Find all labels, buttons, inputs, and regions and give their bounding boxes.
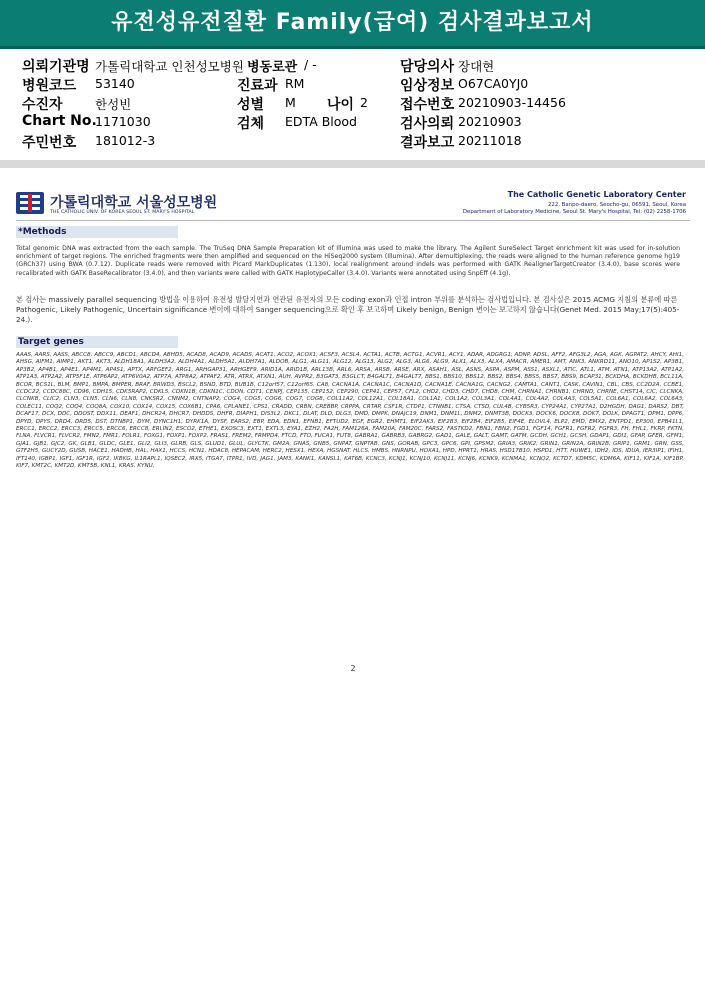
- target-genes-list: AAAS, AARS, AASS, ABCC8, ABCC9, ABCD1, ABCD4, ABHD5, ACAD8, ACAD9, ACADS, ACAT1, ACO2, ACOX1, ACSF3, ACSL4, ACTA1, ACTB, ACTG1, ACVR1, ACY1, ADAR, ADGRG1, ADNP, ADSL, AFF2, AFG3L2, AGA, AGK, AGPAT2, AHCY, AHI1, AHSG, AIFM1, AIMP1, AKT1, AKT3, ALDH18A1, ALDH3A2, ALDH4A1, ALDH5A1, ALDH7A1, ALDOB, ALG1, ALG11, ALG12, ALG13, ALG2, ALG3, ALG6, ALG9, ALX1, ALX3, ALX4, AMACR, AMER1, AMT, ANK3, ANKRD11, ANO10, AP1S2, AP3B1, AP3B2, AP4B1, AP4E1, AP4M1, AP4S1, APTX, ARFGEF2, ARG1, ARHGAP31, ARHGEF9, ARID1A, ARID1B, ARL13B, ARL6, ARSA, ARSB, ARSE, ARX, ASAH1, ASL, ASNS, ASPA, ASPM, ASS1, ASXL1, ATIC, ATL1, ATM, ATN1, ATP13A2, ATP1A2, ATP1A3, ATP2A2, ATP5F1E, ATP6AP2, ATP6V0A2, ATP7A, ATP8A2, ATPAF2, ATR, ATRX, ATXN1, AUH, AVPR2, B3GAT3, B3GLCT, B4GALT1, B4GALT7, BBS1, BBS10, BBS12, BBS2, BBS4, BBS5, BBS7, BBS9, BCAP31, BCKDHA, BCKDHB, BCL11A, BCOR, BCS1L, BLM, BMP1, BMPA, BMPER, BRAF, BRWD3, BSCL2, BSND, BTD, BUB1B, C12orf57, C12orf65, CA8, CACNA1A, CACNA1C, CACNA1D, CACNA1E, CACNA1G, CACNG2, CAMTA1, CANT1, CASK, CAVIN1, CBL, CBS, CC2D2A, CCBE1, CCDC22, CCDC88C, CD96, CDH15, CDK5RAP2, CDKL5, CDKN1B, CDKN1C, CDON, CDT1, CENPJ, CEP135, CEP152, CEP290, CEP41, CEP57, CFL2, CHD2, CHD3, CHD7, CHD8, CHM, CHRNA1, CHRNB1, CHRND, CHRNE, CHST14, CIC, CLCNKA, CLCNKB, CLIC2, CLN3, CLN5, CLN6, CLN8, CNKSR2, CNNM2, CNTNAP2, COG4, COG5, COG6, COG7, COG8, COL11A2, COL12A1, COL18A1, COL1A1, COL1A2, COL3A1, COL4A1, COL4A2, COL4A3, COL5A1, COL6A1, COL6A2, COL6A3, COLEC11, COQ2, COQ4, COQ8A, COX10, COX14, COX15, COX6B1, CPA6, CPLANE1, CPS1, CRADD, CRBN, CREBBP, CRPPA, CRTAP, CSF1R, CTDP1, CTNNB1, CTSA, CTSD, CUL4B, CYB5R3, CYP24A1, CYP27A1, D2HGDH, DAG1, DARS2, DBT, DCAF17, DCX, DDC, DDOST, DDX11, DEAF1, DHCR24, DHCR7, DHDDS, DHFR, DIAPH1, DIS3L2, DKC1, DLAT, DLD, DLG3, DMD, DMPK, DNAJC19, DNM1, DNM1L, DNM2, DNMT3B, DOCK3, DOCK6, DOCK8, DOK7, DOLK, DPAGT1, DPM1, DPP6, DPYD, DPYS, DRD4, DRD5, DST, DTNBP1, DYM, DYNC1H1, DYRK1A, DYSF, EARS2, EBP, EDA, EDN1, EFNB1, EFTUD2, EGF, EGR2, EHMT1, EIF2AK3, EIF2B3, EIF2B4, EIF2B5, EIF4E, ELOVL4, ELP2, EMD, EMX2, ENTPD1, EP300, EPB41L1, ERCC1, ERCC2, ERCC3, ERCC5, ERCC6, ERCC8, ERLIN2, ESCO2, ETHE1, EXOSC3, EXT1, EXTL3, EYA1, EZH2, FA2H, FAM126A, FAM20A, FAM20C, FARS2, FASTKD2, FBN1, FBN2, FGD1, FGF14, FGFR1, FGFR2, FGFR3, FH, FHL1, FKRP, FKTN, FLNA, FLVCR1, FLVCR2, FMN2, FMR1, FOLR1, FOXG1, FOXP1, FOXP2, FRAS1, FREM2, FRMPD4, FTCD, FTO, FUCA1, FUT8, GABRA1, GABRB3, GABRG2, GAD1, GALE, GALT, GAMT, GATM, GCDH, GCH1, GCSH, GDAP1, GDI1, GFAP, GFER, GFM1, GJA1, GJB1, GJC2, GK, GLB1, GLDC, GLE1, GLI2, GLI3, GLRB, GLS, GLUD1, GLUL, GLYCTK, GM2A, GNAS, GNB5, GNPAT, GNPTAB, GNS, GORAB, GPC3, GPC6, GPI, GPSM2, GRIA3, GRIK2, GRIN1, GRIN2A, GRIN2B, GRIP1, GRM1, GRN, GSS, GTF2H5, GUCY2D, GUSB, HACE1, HADHB, HAL, HAX1, HCCS, HCN1, HDAC8, HEPACAM, HERC2, HESX1, HEXA, HGSNAT, HLCS, HMBS, HNRNPU, HOXA1, HPD, HPRT1, HRAS, HSD17B10, HSPD1, HTT, HUWE1, IDH2, IDS, IDUA, IER3IP1, IFIH1, IFT140, IGBP1, IGF1, IGF1R, IGF2, IKBKG, IL1RAPL1, IQSEC2, IRX5, ITGA7, ITPR1, IVD, JAG1, JAM3, KANK1, KANSL1, KAT6B, KCNC3, KCNJ1, KCNJ10, KCNJ11, KCNJ6, KCNK9, KCNMA1, KCNQ2, KCTD7, KDM5C, KDM6A, KIF11, KIF1A, KIF1BP, KIF7, KMT2C, KMT2D, KMT5B, KNL1, KRAS, KYNU,: [16, 352, 684, 470]
- doctor-label: 담당의사: [400, 59, 455, 75]
- doctor-value: 장대현: [458, 59, 495, 74]
- logo-english-text: THE CATHOLIC UNIV. OF KOREA SEOUL ST. MARY'S HOSPITAL: [50, 210, 195, 215]
- methods-korean-text: 본 검사는 massively parallel sequencing 방법을 이용하여 유전성 발달지연과 연관된 유전자의 모든 coding exon과 인접 intron 부위를 분석하는 검사법입니다. 본 검사실은 2015 ACMG 지침의 분류에 따른 Pathogenic, Likely Pathogenic, Uncertain significance 변이에 대하여 Sanger sequencing으로 확인 후 보고하며 Likely benign, Benign 변이는 보고하지 않습니다(Genet Med. 2015 May;17(5):405-24.).: [16, 295, 680, 324]
- resident-no-label: 주민번호: [22, 135, 77, 151]
- center-department: Department of Laboratory Medicine, Seoul St. Mary's Hospital, Tel: (02) 2258-1706: [462, 209, 686, 215]
- hospital-code-label: 병원코드: [22, 78, 77, 94]
- age-label: 나이: [327, 97, 355, 113]
- specimen-label: 검체: [237, 116, 265, 132]
- methods-heading: *Methods: [16, 226, 178, 238]
- report-title: 유전성유전질환 Family(급여) 검사결과보고서: [0, 0, 705, 49]
- hospital-code-value: 53140: [95, 76, 135, 91]
- receipt-label: 접수번호: [400, 97, 455, 113]
- report-date-value: 20211018: [458, 133, 522, 148]
- page-number: 2: [350, 664, 356, 673]
- institution-label: 의뢰기관명: [22, 59, 90, 75]
- department-label: 진료과: [237, 78, 278, 94]
- patient-value: 한성빈: [95, 97, 132, 112]
- header-rule: [16, 220, 690, 221]
- clinical-info-value: O67CA0YJ0: [458, 76, 529, 91]
- age-value: 2: [360, 95, 368, 110]
- lab-center-info: [463, 190, 686, 215]
- department-value: RM: [285, 76, 305, 91]
- sex-value: M: [285, 95, 296, 110]
- report-page: [8, 176, 698, 984]
- logo-korean-text: 가톨릭대학교 서울성모병원: [50, 195, 218, 211]
- center-address: 222, Banpo-daero, Seocho-gu, 06591, Seoul, Korea: [547, 202, 686, 208]
- ward-value: / -: [304, 57, 317, 72]
- institution-value: 가톨릭대학교 인천성모병원: [95, 59, 244, 74]
- patient-info-header: [0, 52, 705, 152]
- receipt-value: 20210903-14456: [458, 95, 566, 110]
- hospital-emblem-icon: [16, 192, 44, 214]
- methods-text: Total genomic DNA was extracted from the each sample. The TruSeq DNA Sample Preparation kit of Illumina was used to make the library. The Agilent SureSelect Target enrichment kit was used for in-solution enrichment of target regions. The enriched fragments were then amplified and sequenced on the HiSeq2000 system (Illumina). After demultiplexing, the reads were aligned to the human reference genome hg19 (GRCh37) using BWA (0.7.12). Duplicate reads were removed with Picard MarkDuplicates (1.130), local realignment around indels was performed with GATK RealignerTargetCreator (3.4.0), base scores were recalibrated with GATK BaseRecalibrator (3.4.0), and then variants were called with GATK HaplotypeCaller (3.4.0). Variants were annotated using SnpEff (4.1g).: [16, 245, 680, 277]
- center-name: The Catholic Genetic Laboratory Center: [507, 190, 686, 199]
- patient-label: 수진자: [22, 97, 63, 113]
- resident-no-value: 181012-3: [95, 133, 156, 148]
- request-value: 20210903: [458, 114, 522, 129]
- specimen-value: EDTA Blood: [285, 114, 357, 129]
- section-divider: [0, 160, 705, 168]
- request-label: 검사의뢰: [400, 116, 455, 132]
- report-date-label: 결과보고: [400, 135, 455, 151]
- chart-no-value: 1171030: [95, 114, 151, 129]
- ward-label: 병동로관: [247, 60, 298, 75]
- target-genes-heading: Target genes: [16, 336, 178, 348]
- chart-no-label: Chart No.: [22, 113, 97, 129]
- sex-label: 성별: [237, 97, 265, 113]
- clinical-info-label: 임상정보: [400, 78, 455, 94]
